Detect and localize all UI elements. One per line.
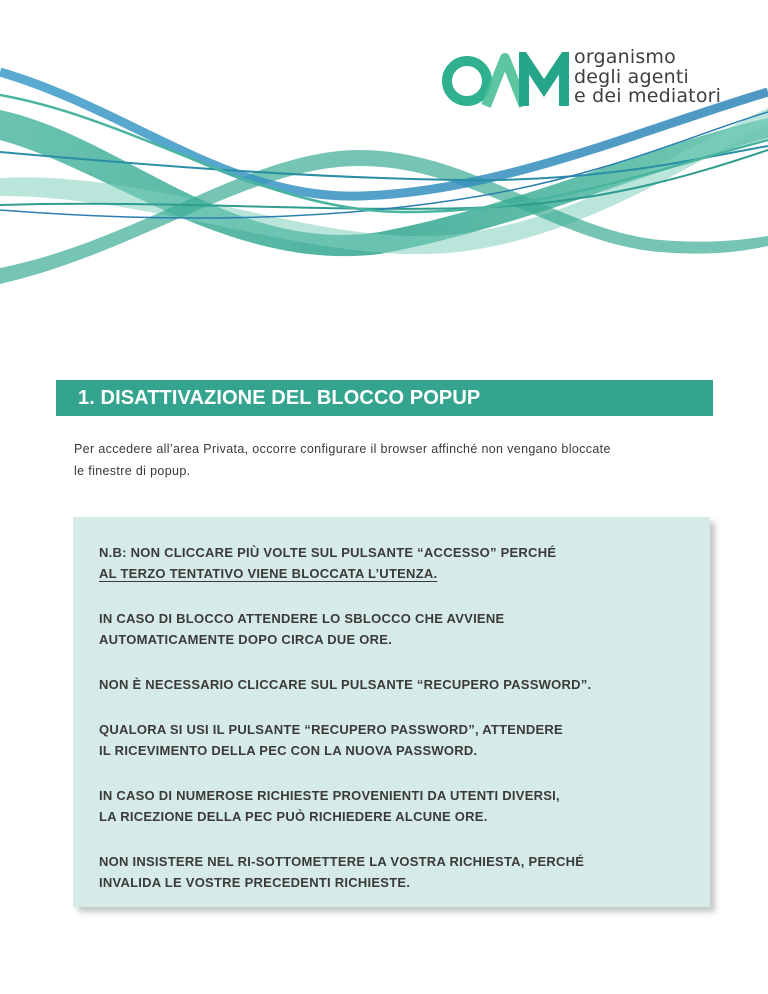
section-title: 1. DISATTIVAZIONE DEL BLOCCO POPUP xyxy=(78,387,481,409)
notice-line: QUALORA SI USI IL PULSANTE “RECUPERO PASSWORD”, ATTENDERE xyxy=(99,722,563,737)
notice-line: INVALIDA LE VOSTRE PRECEDENTI RICHIESTE. xyxy=(99,875,411,890)
notice-item xyxy=(99,608,699,650)
notice-list xyxy=(99,542,699,917)
logo-line-1: organismo xyxy=(574,46,676,68)
notice-line: AUTOMATICAMENTE DOPO CIRCA DUE ORE. xyxy=(99,632,393,647)
oam-logo xyxy=(440,48,740,110)
section-heading-bar xyxy=(56,380,713,416)
intro-paragraph xyxy=(74,438,714,482)
notice-line: NON È NECESSARIO CLICCARE SUL PULSANTE “RECUPERO PASSWORD”. xyxy=(99,677,592,692)
notice-line-underlined: AL TERZO TENTATIVO VIENE BLOCCATA L’UTENZA. xyxy=(99,566,438,581)
decorative-waves xyxy=(0,0,768,300)
intro-line-1: Per accedere all’area Privata, occorre configurare il browser affinché non vengano bloccate xyxy=(74,442,611,456)
notice-line: IN CASO DI NUMEROSE RICHIESTE PROVENIENTI DA UTENTI DIVERSI, xyxy=(99,788,560,803)
oam-logo-mark xyxy=(440,52,572,110)
notice-line: IL RICEVIMENTO DELLA PEC CON LA NUOVA PASSWORD. xyxy=(99,743,478,758)
notice-item xyxy=(99,542,699,584)
notice-line: N.B: NON CLICCARE PIÙ VOLTE SUL PULSANTE “ACCESSO” PERCHÉ xyxy=(99,545,557,560)
intro-line-2: le finestre di popup. xyxy=(74,464,191,478)
logo-wordmark xyxy=(574,48,721,107)
notice-item xyxy=(99,851,699,893)
notice-item xyxy=(99,719,699,761)
notice-item xyxy=(99,674,699,695)
notice-item xyxy=(99,785,699,827)
notice-line: IN CASO DI BLOCCO ATTENDERE LO SBLOCCO CHE AVVIENE xyxy=(99,611,505,626)
logo-line-2: degli agenti xyxy=(574,65,689,88)
logo-line-3: e dei mediatori xyxy=(574,85,722,107)
notice-line: LA RICEZIONE DELLA PEC PUÒ RICHIEDERE ALCUNE ORE. xyxy=(99,809,488,824)
notice-line: NON INSISTERE NEL RI-SOTTOMETTERE LA VOSTRA RICHIESTA, PERCHÉ xyxy=(99,854,585,869)
notice-box xyxy=(73,517,710,907)
